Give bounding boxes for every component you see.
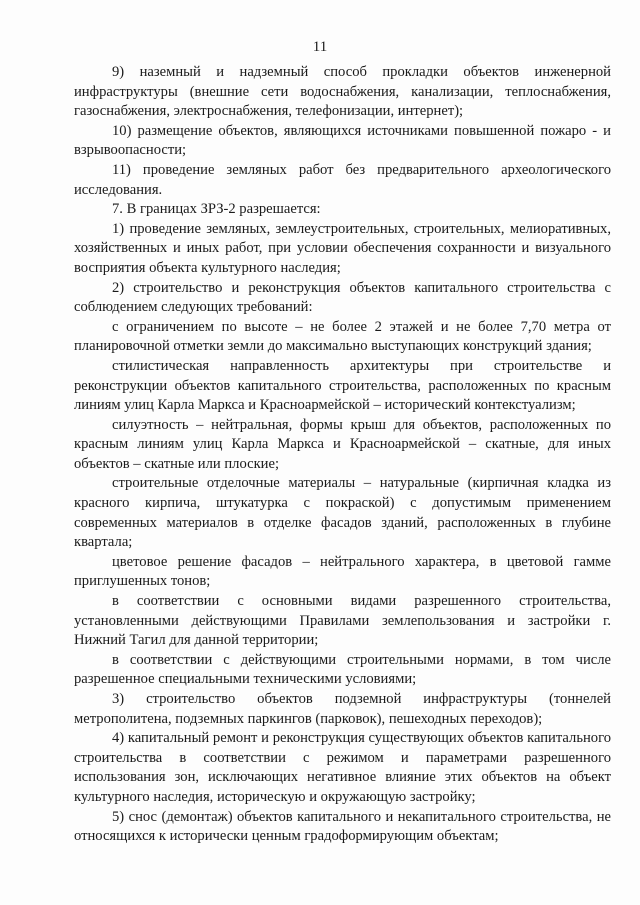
requirement-land-use-rules: в соответствии с основными видами разрешенного строительства, установленными действующими Правилами землепользования и застройки г. Нижний Тагил для данной территории; [74,593,611,649]
paragraph-allowed-1: 1) проведение земляных, землеустроительных, строительных, мелиоративных, хозяйственных и иных работ, при условии обеспечения сохранности и визуального восприятия объекта культурного наследия; [74,220,611,276]
requirement-building-norms: в соответствии с действующими строительными нормами, в том числе разрешенное специальными техническими условиями; [74,651,611,688]
paragraph-allowed-4: 4) капитальный ремонт и реконструкция существующих объектов капитального строительства в соответствии с режимом и параметрами разрешенного использования зон, исключающих негативное влияние этих объектов на объект культурного наследия, историческую и окружающую застройку; [74,730,611,805]
requirement-color: цветовое решение фасадов – нейтрального характера, в цветовой гамме приглушенных тонов; [74,553,611,590]
page-number: 11 [312,39,328,55]
paragraph-allowed-5: 5) снос (демонтаж) объектов капитального и некапитального строительства, не относящихся к исторически ценным градоформирующим объектам; [74,808,611,845]
paragraph-allowed-3: 3) строительство объектов подземной инфраструктуры (тоннелей метрополитена, подземных паркингов (парковок), пешеходных переходов); [74,691,611,727]
requirement-height: с ограничением по высоте – не более 2 этажей и не более 7,70 метра от планировочной отметки земли до максимально выступающих конструкций здания; [74,318,611,355]
paragraph-item-11: 11) проведение земляных работ без предварительного археологического исследования. [74,161,611,198]
requirement-style: стилистическая направленность архитектуры при строительстве и реконструкции объектов капитального строительства, расположенных по красным линиям улиц Карла Маркса и Красноармейской – исторический контекстуализм; [74,357,611,414]
section-7-heading: 7. В границах ЗРЗ-2 разрешается: [112,201,321,218]
paragraph-allowed-2: 2) строительство и реконструкция объектов капитального строительства с соблюдением следующих требований: [74,279,611,316]
requirement-materials: строительные отделочные материалы – натуральные (кирпичная кладка из красного кирпича, штукатурка с покраской) с допустимым применением современных материалов в отделке фасадов зданий, расположенных в глубине квартала; [74,475,611,551]
paragraph-item-9: 9) наземный и надземный способ прокладки объектов инженерной инфраструктуры (внешние сети водоснабжения, канализации, теплоснабжения, газоснабжения, электроснабжения, телефонизации, интернет); [74,64,611,120]
requirement-silhouette: силуэтность – нейтральная, формы крыш для объектов, расположенных по красным линиям улиц Карла Маркса и Красноармейской – скатные, для иных объектов – скатные или плоские; [74,416,611,472]
document-body [74,63,611,847]
paragraph-item-10: 10) размещение объектов, являющихся источниками повышенной пожаро - и взрывоопасности; [74,122,611,159]
